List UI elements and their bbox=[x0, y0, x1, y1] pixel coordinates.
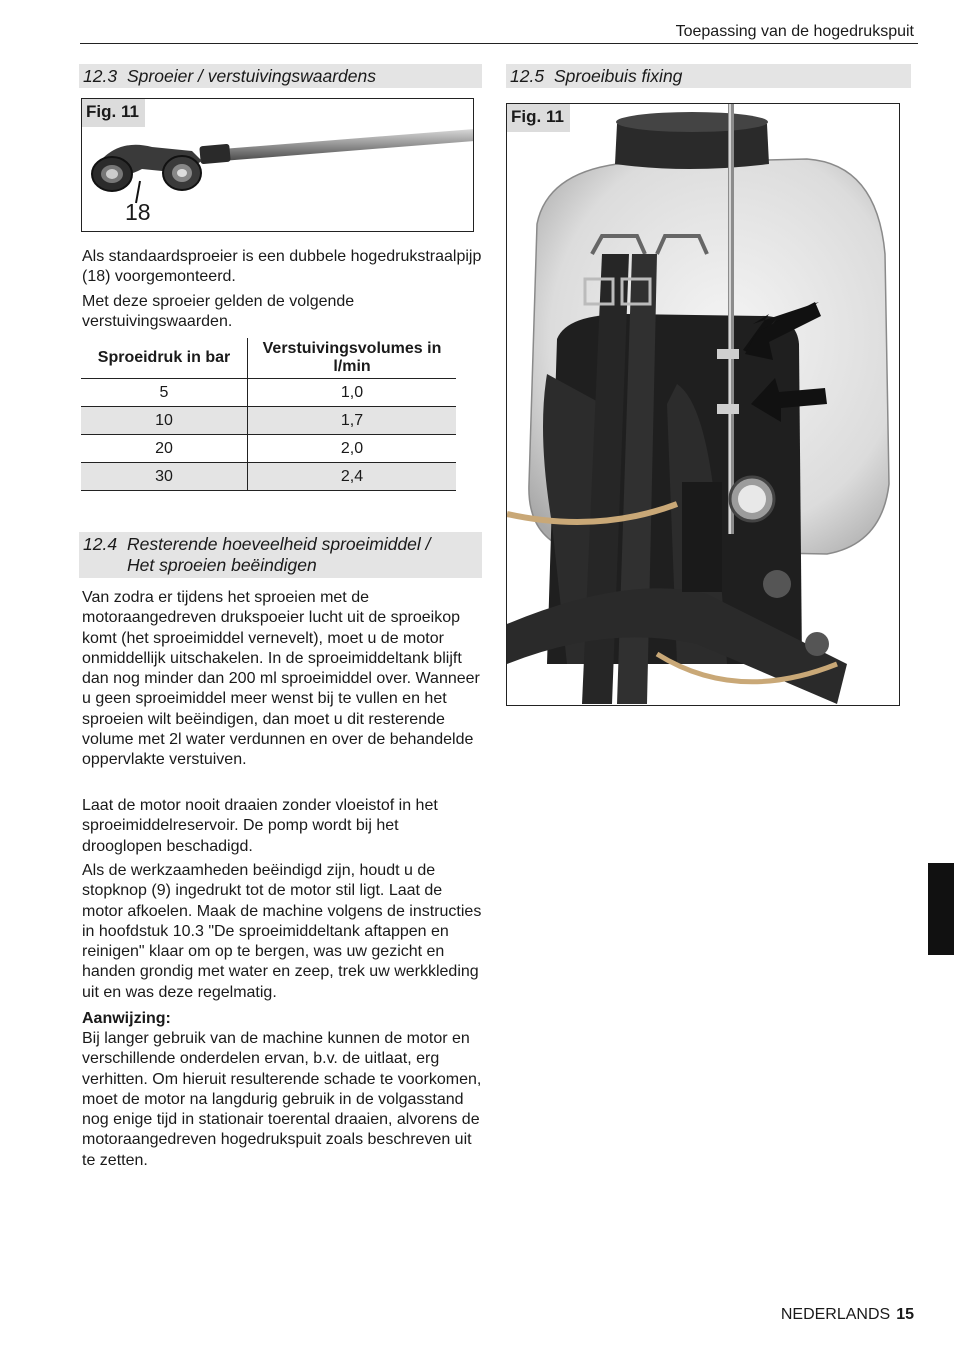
paragraph: Laat de motor nooit draaien zonder vloeistof in het sproeimiddelreservoir. De pomp wordt bij het drooglopen beschadigd. bbox=[82, 797, 438, 855]
section-title: Sproeier / verstuivingswaardens bbox=[127, 66, 377, 86]
paragraph: Als standaardsproeier is een dubbele hogedrukstraalpijp (18) voorgemonteerd. bbox=[82, 248, 482, 286]
table-cell: 5 bbox=[81, 379, 248, 407]
table-row bbox=[81, 407, 456, 435]
section-12-3-heading bbox=[79, 64, 482, 88]
table-cell: 20 bbox=[81, 435, 248, 463]
paragraph: Met deze sproeier gelden de volgende verstuivingswaarden. bbox=[82, 293, 355, 331]
table-header-row bbox=[81, 338, 456, 379]
table-cell: 1,7 bbox=[248, 407, 457, 435]
section-title-line2: Het sproeien beëindigen bbox=[127, 555, 317, 575]
table-cell: 2,4 bbox=[248, 463, 457, 491]
column-header: Sproeidruk in bar bbox=[81, 338, 248, 379]
table-cell: 2,0 bbox=[248, 435, 457, 463]
note-label: Aanwijzing: bbox=[82, 1010, 171, 1027]
table-cell: 10 bbox=[81, 407, 248, 435]
footer-language: NEDERLANDS bbox=[780, 1306, 891, 1323]
table-cell: 1,0 bbox=[248, 379, 457, 407]
section-number: 12.3 bbox=[83, 66, 118, 86]
note-text: Bij langer gebruik van de machine kunnen de motor en verschillende onderdelen ervan, b.v. de uitlaat, erg verhitten. Om hieruit resulterende schade te voorkomen, moet de motor na langdurig gebruik in de volgasstand nog enige tijd in stationair toerental draaien, alvorens de motoraangedreven hogedrukspuit zoals beschreven uit te zetten. bbox=[82, 1030, 482, 1169]
section-title: Sproeibuis fixing bbox=[554, 66, 683, 86]
page-footer bbox=[781, 1306, 914, 1324]
section-12-5-heading bbox=[506, 64, 911, 88]
section-number: 12.5 bbox=[510, 66, 545, 86]
figure-backpack-sprayer bbox=[506, 103, 900, 706]
header-title: Toepassing van de hogedrukspuit bbox=[675, 23, 914, 40]
page-number: 15 bbox=[896, 1306, 914, 1323]
figure-spray-nozzle bbox=[81, 98, 474, 232]
table-row bbox=[81, 379, 456, 407]
table-row bbox=[81, 463, 456, 491]
figure-label: Fig. 11 bbox=[507, 104, 570, 132]
backpack-sprayer-photo bbox=[507, 104, 900, 706]
table-row bbox=[81, 435, 456, 463]
callout-number: 18 bbox=[125, 199, 151, 225]
section-number: 12.4 bbox=[83, 534, 118, 554]
table-cell: 30 bbox=[81, 463, 248, 491]
paragraph: Van zodra er tijdens het sproeien met de motoraangedreven drukspoeier lucht uit de sproeikop komt (het sproeimiddel vernevelt), moet u de motor onmiddellijk uitschakelen. In de sproeimiddeltank blijft dan nog minder dan 200 ml sproeimiddel over. Wanneer u geen sproeimiddel meer wenst bij te vullen en het sproeien wilt beëindigen, dan moet u dit resterende volume met 2l water verdunnen en over de behandelde oppervlakte verstuiven. bbox=[82, 589, 480, 769]
figure-label: Fig. 11 bbox=[82, 99, 145, 127]
paragraph: Als de werkzaamheden beëindigd zijn, houdt u de stopknop (9) ingedrukt tot de motor stil ligt. Laat de motor afkoelen. Maak de machine volgens de instructies in hoofdstuk 10.3 "De sproeimiddeltank aftappen en reinigen" klaar om op te bergen, was uw gezicht en handen grondig met water en zeep, trek uw werkkleding uit en was deze regelmatig. bbox=[82, 862, 482, 1001]
section-12-4-heading bbox=[79, 532, 482, 578]
section-title: Resterende hoeveelheid sproeimiddel / bbox=[127, 534, 431, 554]
spray-values-table bbox=[81, 338, 456, 491]
chapter-tab bbox=[928, 863, 954, 955]
column-header: Verstuivingsvolumes in l/min bbox=[248, 338, 457, 379]
header-rule bbox=[80, 43, 918, 44]
